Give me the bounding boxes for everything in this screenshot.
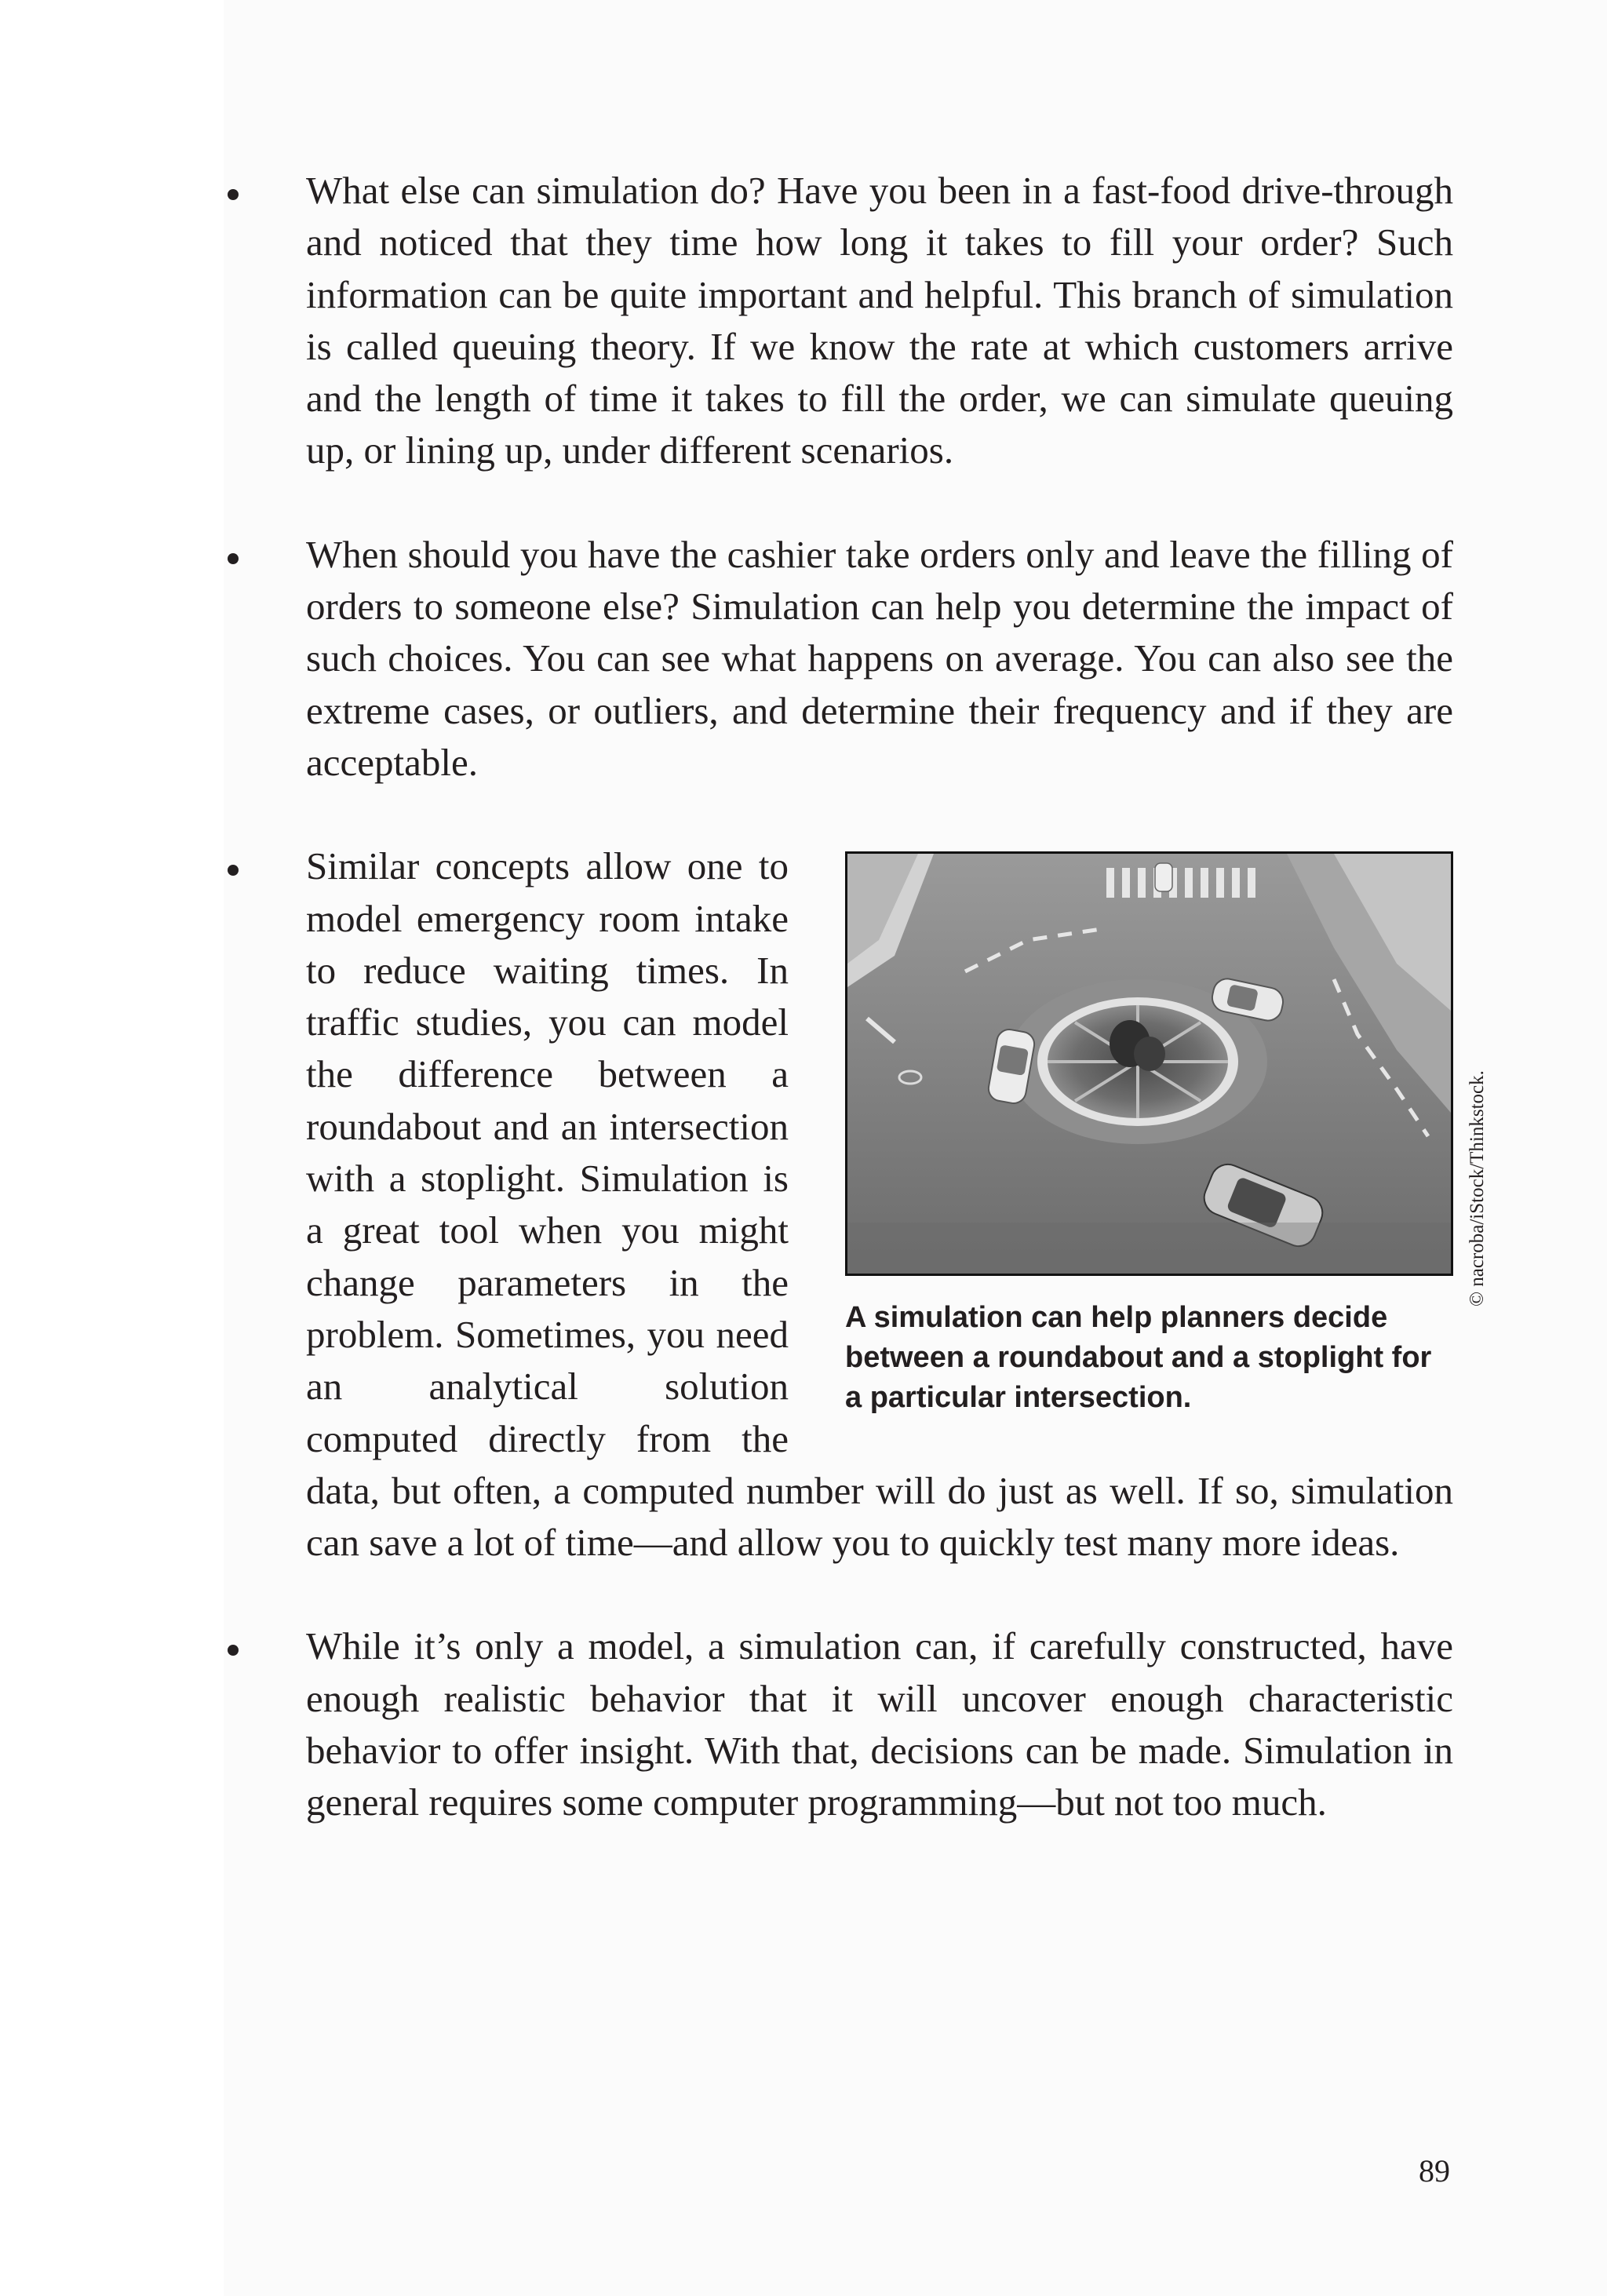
bullet-text: When should you have the cashier take orders only and leave the filling of orders to someone else? Simulation can help you determine the impact of such choices. You can see what happens on average. You can also see the extreme cases, or outliers, and determine their frequency and if they are acceptable. [306, 532, 1453, 784]
bullet-dot [228, 865, 239, 876]
roundabout-figure [845, 851, 1488, 1418]
bullet-item [228, 529, 1453, 789]
bullet-dot [228, 1645, 239, 1656]
bullet-dot [228, 189, 239, 200]
bullet-item [228, 840, 1488, 1569]
figure-caption: A simulation can help planners decide between a roundabout and a stoplight for a particular intersection. [845, 1301, 1432, 1415]
bullet-dot [228, 553, 239, 564]
page-number: 89 [1419, 2153, 1450, 2188]
body-content [228, 165, 1488, 1881]
bullet-item [228, 165, 1453, 477]
bullet-text: Similar concepts allow one to model emergency room intake to reduce waiting times. In traffic studies, you can model the difference between a roundabout and an intersection with a stoplight. Simulation is a great tool when you might change parameters in the problem. Sometimes, you need an analytical solution computed directly from the data, but often, a computed number will do just as well. If so, simulation can save a lot of time—and allow you to quickly test many more ideas. [306, 844, 1453, 1565]
bullet-text: What else can simulation do? Have you been in a fast-food drive-through and noticed that they time how long it takes to fill your order? Such information can be quite important and helpful. This branch of simulation is called queuing theory. If we know the rate at which customers arrive and the length of time it takes to fill the order, we can simulate queuing up, or lining up, under different scenarios. [306, 169, 1453, 472]
bullet-item [228, 1620, 1453, 1828]
roundabout-photo [845, 851, 1453, 1276]
bullet-text: While it’s only a model, a simulation can, if carefully constructed, have enough realistic behavior that it will uncover enough characteristic behavior to offer insight. With that, decisions can be made. Simulation in general requires some computer programming—but not too much. [306, 1624, 1453, 1824]
photo-credit: © nacroba/iStock/Thinkstock. [1467, 1070, 1488, 1307]
